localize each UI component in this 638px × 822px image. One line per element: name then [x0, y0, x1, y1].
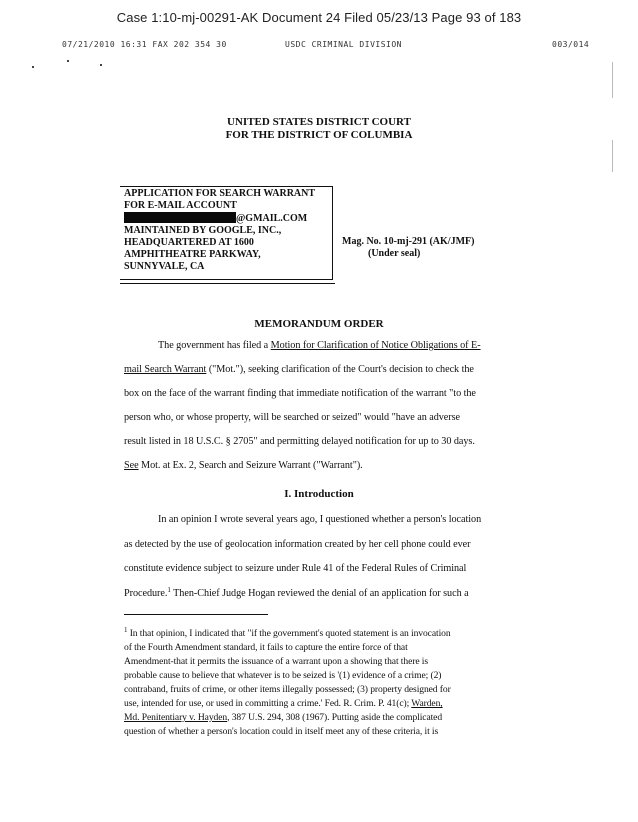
caption-line: MAINTAINED BY GOOGLE, INC., [124, 225, 282, 236]
body-text: Mot. at Ex. 2, Search and Seizure Warrant ("Warrant"). [138, 460, 363, 471]
caption-line: SUNNYVALE, CA [124, 261, 205, 272]
motion-citation-cont: mail Search Warrant [124, 364, 207, 375]
fax-page-counter: 003/014 [552, 40, 590, 49]
magistrate-case-number [342, 236, 474, 260]
caption-email-line [124, 212, 334, 225]
mag-number: Mag. No. 10-mj-291 (AK/JMF) [342, 236, 475, 247]
footnote-line: probable cause to believe that whatever is to be seized is '(1) evidence of a crime; (2) [124, 670, 442, 681]
footnote-line [124, 697, 443, 711]
see-signal: See [124, 460, 139, 471]
caption-line: FOR E-MAIL ACCOUNT [124, 200, 237, 211]
footnote-text: , 387 U.S. 294, 308 (1967). Putting aside the complicated [227, 712, 443, 723]
scan-speck [67, 60, 69, 62]
footnote-rule [124, 614, 268, 615]
footnote-text: In that opinion, I indicated that "if the government's quoted statement is an invocation [127, 628, 451, 639]
body-line [124, 588, 469, 599]
scan-edge-line [612, 140, 613, 172]
body-line: person who, or whose property, will be searched or seized" would "have an adverse [124, 412, 461, 423]
footnote-reference: 1 [167, 586, 171, 594]
section-heading: I. Introduction [284, 488, 354, 500]
body-text: Then-Chief Judge Hogan reviewed the denial of an application for such a [170, 588, 469, 599]
footnote-line: contraband, fruits of crime, or other items illegally possessed; (3) property designed for [124, 684, 451, 695]
fax-header-left: 07/21/2010 16:31 FAX 202 354 30 [62, 40, 227, 49]
case-citation: Warden, [411, 698, 443, 709]
case-caption [124, 188, 334, 273]
case-citation-cont: Md. Penitentiary v. Hayden [124, 712, 228, 723]
redaction-bar [124, 212, 236, 223]
sealed-note: (Under seal) [368, 248, 421, 259]
caption-line: APPLICATION FOR SEARCH WARRANT [124, 188, 316, 199]
body-line: constitute evidence subject to seizure under Rule 41 of the Federal Rules of Criminal [124, 563, 467, 574]
footnote-line: Amendment-that it permits the issuance of a warrant upon a showing that there is [124, 656, 428, 667]
fax-header-center: USDC CRIMINAL DIVISION [285, 40, 402, 49]
caption-box-double-rule [120, 283, 335, 284]
body-line: result listed in 18 U.S.C. § 2705" and permitting delayed notification for up to 30 days. [124, 436, 475, 447]
body-line: box on the face of the warrant finding that immediate notification of the warrant "to the [124, 388, 476, 399]
court-line-1: UNITED STATES DISTRICT COURT [227, 116, 411, 128]
case-header: Case 1:10-mj-00291-AK Document 24 Filed 05/23/13 Page 93 of 183 [116, 10, 522, 25]
caption-line: AMPHITHEATRE PARKWAY, [124, 249, 261, 260]
memorandum-title: MEMORANDUM ORDER [254, 318, 384, 330]
body-line [124, 460, 363, 471]
body-line: as detected by the use of geolocation information created by her cell phone could ever [124, 539, 471, 550]
scan-speck [100, 64, 102, 66]
scan-edge-line [612, 62, 613, 98]
footnote-line [124, 711, 442, 725]
fax-header-right [552, 40, 589, 49]
body-line [124, 364, 474, 375]
court-name [0, 116, 638, 142]
footnote-line: of the Fourth Amendment standard, it fails to capture the entire force of that [124, 642, 408, 653]
footnote-text: use, intended for use, or used in committing a crime.' Fed. R. Crim. P. 41(c); [124, 698, 412, 709]
body-text: The government has filed a [158, 340, 271, 351]
footnote-line: question of whether a person's location could in itself meet any of these criteria, it is [124, 726, 439, 737]
body-line [158, 340, 481, 351]
body-text: ("Mot."), seeking clarification of the Court's decision to check the [206, 364, 474, 375]
motion-citation: Motion for Clarification of Notice Obligations of E- [270, 340, 481, 351]
caption-line: HEADQUARTERED AT 1600 [124, 237, 254, 248]
body-line: In an opinion I wrote several years ago, I questioned whether a person's location [158, 514, 482, 525]
body-text: Procedure. [124, 588, 168, 599]
court-line-2: FOR THE DISTRICT OF COLUMBIA [225, 129, 413, 141]
footnote-marker: 1 [124, 626, 128, 634]
scan-speck [32, 66, 34, 68]
email-domain: @GMAIL.COM [236, 213, 308, 224]
footnote-line [124, 627, 451, 641]
